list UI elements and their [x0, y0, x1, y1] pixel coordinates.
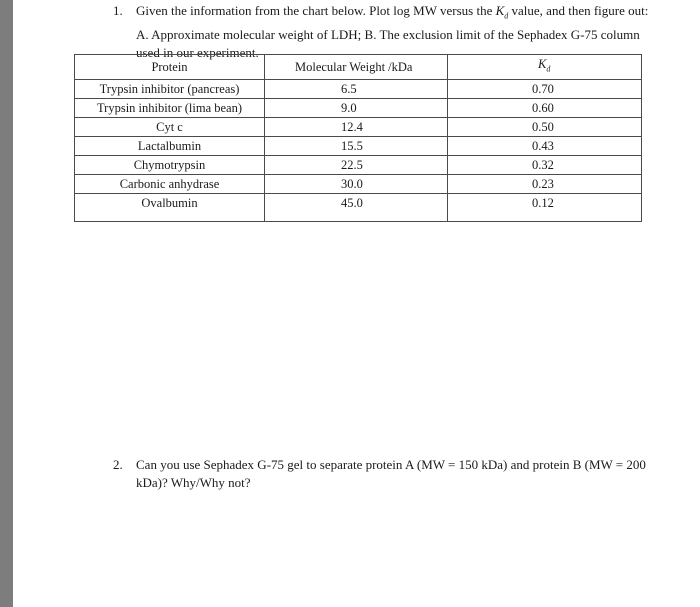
left-edge-bar [0, 0, 13, 607]
table-row [75, 193, 642, 221]
kd-symbol: $K_d$ [495, 3, 509, 21]
kd-cell: 0.50 [448, 117, 642, 136]
kd-cell: 0.43 [448, 136, 642, 155]
kd-cell: 0.60 [448, 98, 642, 117]
mw-cell: 15.5 [265, 136, 448, 155]
question-2-number: 2. [113, 457, 123, 472]
protein-cell: Trypsin inhibitor (lima bean) [75, 98, 265, 117]
question-1 [113, 2, 653, 62]
table-row [75, 117, 642, 136]
question-1-number: 1. [113, 3, 123, 18]
header-protein: Protein [75, 55, 265, 80]
kd-cell: 0.32 [448, 155, 642, 174]
protein-cell: Lactalbumin [75, 136, 265, 155]
mw-cell: 6.5 [265, 79, 448, 98]
protein-data-table [74, 54, 642, 222]
kd-cell: 0.23 [448, 174, 642, 193]
table-row [75, 98, 642, 117]
protein-cell: Carbonic anhydrase [75, 174, 265, 193]
header-kd: $K_d$ [448, 55, 642, 80]
protein-cell: Trypsin inhibitor (pancreas) [75, 79, 265, 98]
question-2-text: Can you use Sephadex G-75 gel to separate protein A (MW = 150 kDa) and protein B (MW = 200 kDa)? Why/Why not? [136, 457, 646, 490]
kd-cell: 0.70 [448, 79, 642, 98]
mw-cell: 22.5 [265, 155, 448, 174]
question-2 [113, 456, 653, 492]
header-molecular-weight: Molecular Weight /kDa [265, 55, 448, 80]
table-row [75, 79, 642, 98]
kd-cell: 0.12 [448, 193, 642, 221]
table-header-row [75, 55, 642, 80]
table-row [75, 136, 642, 155]
mw-cell: 12.4 [265, 117, 448, 136]
mw-cell: 45.0 [265, 193, 448, 221]
mw-cell: 30.0 [265, 174, 448, 193]
table-row [75, 155, 642, 174]
question-1-text: Given the information from the chart below. Plot log MW versus the $K_d$ value, and then figure out: A. Approximate molecular weight of LDH; B. The exclusion limit of the Sephadex G-75 column used in our experiment. [136, 3, 649, 60]
protein-cell: Cyt c [75, 117, 265, 136]
mw-cell: 9.0 [265, 98, 448, 117]
protein-cell: Ovalbumin [75, 193, 265, 221]
protein-cell: Chymotrypsin [75, 155, 265, 174]
table-row [75, 174, 642, 193]
